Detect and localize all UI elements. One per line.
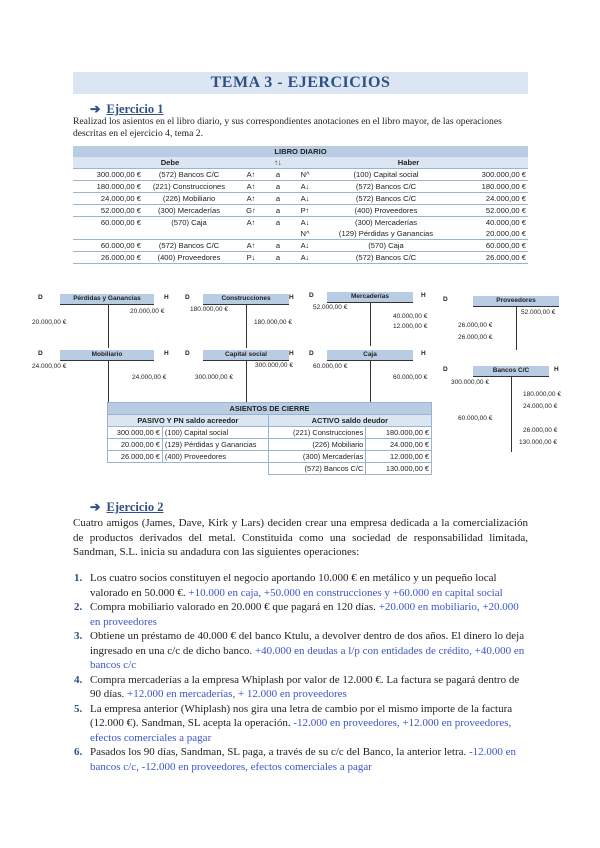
page-title: TEMA 3 - EJERCICIOS [73, 72, 528, 94]
table-row: 26.000,00 € (400) Proveedores P↓ a A↓ (572) Bancos C/C 26.000,00 € [73, 252, 528, 264]
t-account-capital-social: D H Capital social 300.000,00 € 300.000,00 € [185, 350, 325, 405]
debe-header: Debe [73, 157, 267, 169]
arrow-right-icon: ➔ [90, 500, 101, 514]
table-row: 52.000,00 € (300) Mercaderías G↑ a P↑ (400) Proveedores 52.000,00 € [73, 205, 528, 217]
table-row: 180.000,00 € (221) Construcciones A↑ a A↓ (572) Bancos C/C 180.000,00 € [73, 181, 528, 193]
t-account-mobiliario: D H Mobiliario 24.000,00 € 24.000,00 € [38, 350, 178, 405]
table-row: 26.000,00 € (400) Proveedores (300) Mercaderías 12.000,00 € [108, 451, 432, 463]
operations-list [74, 571, 530, 774]
cierre-title: ASIENTOS DE CIERRE [108, 403, 432, 415]
exercise-2-heading [90, 499, 164, 515]
table-row: 60.000,00 € (572) Bancos C/C A↑ a A↓ (570) Caja 60.000,00 € [73, 240, 528, 252]
list-item: 6. Pasados los 90 días, Sandman, SL paga, a través de su c/c del Banco, la anterior letra. -12.000 en bancos c/c, -12.000 en proveedores, efectos comerciales a pagar [74, 746, 517, 773]
t-account-mercaderias: D H Mercaderías 52.000,00 € 40.000,00 € 12.000,00 € [309, 292, 449, 347]
list-item: 1. Los cuatro socios constituyen el negocio aportando 10.000 € en metálico y un pequeño local valorado en 50.000 €. +10.000 en caja, +50.000 en construcciones y +60.000 en capital social [74, 572, 503, 599]
exercise-2-intro: Cuatro amigos (James, Dave, Kirk y Lars) deciden crear una empresa dedicada a la comercialización de productos derivados del metal. Constituida como una sociedad de responsabilidad limitada, Sandman, S.L. inicia su andadura con las siguientes operaciones: [73, 517, 528, 558]
list-item: 3. Obtiene un préstamo de 40.000 € del banco Ktulu, a devolver dentro de dos años. El dinero lo deja ingresado en una c/c de dicho banco. +40.000 en deudas a l/p con entidades de crédito, +40.000 en bancos c/c [74, 630, 525, 671]
exercise-1-title: Ejercicio 1 [106, 102, 164, 116]
list-item: 2. Compra mobiliario valorado en 20.000 € que pagará en 120 días. +20.000 en mobiliario, +20.000 en proveedores [74, 601, 519, 628]
exercise-1-heading [90, 101, 164, 117]
activo-header: ACTIVO saldo deudor [268, 415, 431, 427]
libro-diario-table [73, 146, 528, 264]
exercise-1-intro: Realizad los asientos en el libro diario, y sus correspondientes anotaciones en el libro mayor, de las operaciones descritas en el ejercicio 4, tema 2. [73, 116, 502, 139]
table-row: 300.000,00 € (100) Capital social (221) Construcciones 180.000,00 € [108, 427, 432, 439]
haber-header: Haber [289, 157, 528, 169]
table-row: (572) Bancos C/C 130.000,00 € [108, 463, 432, 475]
asientos-cierre-table [107, 402, 432, 475]
t-account-bancos-cc: D H Bancos C/C 300.000,00 € 180.000,00 € 24.000,00 € 60.000,00 € 26.000,00 € 130.000,00 € [443, 366, 563, 456]
t-account-proveedores: D Proveedores 52.000,00 € 26.000,00 € 26.000,00 € [443, 296, 583, 351]
list-item: 4. Compra mercaderías a la empresa Whiplash por valor de 12.000 €. La factura se pagará dentro de 90 días. +12.000 en mercaderías, + 12.000 en proveedores [74, 673, 520, 700]
arrow-right-icon: ➔ [90, 102, 101, 116]
table-row: 300.000,00 € (572) Bancos C/C A↑ a N^ (100) Capital social 300.000,00 € [73, 169, 528, 181]
t-account-perdidas-ganancias: D H Pérdidas y Ganancias 20.000,00 € 20.000,00 € [38, 294, 178, 349]
table-row: 24.000,00 € (226) Mobiliario A↑ a A↓ (572) Bancos C/C 24.000,00 € [73, 193, 528, 205]
t-account-construcciones: D H Construcciones 180.000,00 € 180.000,00 € [185, 294, 325, 349]
t-account-caja: D H Caja 60.000,00 € 60.000,00 € [309, 350, 449, 405]
pasivo-header: PASIVO Y PN saldo acreedor [108, 415, 269, 427]
exercise-2-title: Ejercicio 2 [106, 500, 164, 514]
list-item: 5. La empresa anterior (Whiplash) nos gira una letra de cambio por el mismo importe de la factura (12.000 €). Sandman, SL acepta la operación. -12.000 en proveedores, +12.000 en proveedores, efectos comerciales a pagar [74, 702, 513, 744]
arrows-header: ↑↓ [267, 157, 289, 169]
libro-diario-title: LIBRO DIARIO [73, 146, 528, 157]
table-row: 20.000,00 € (129) Pérdidas y Ganancias (226) Mobiliario 24.000,00 € [108, 439, 432, 451]
table-row: 60.000,00 € (570) Caja A↑ a A↓ (300) Mercaderías 40.000,00 € [100, 218, 526, 227]
table-row: N^ (129) Pérdidas y Ganancias 20.000,00 € [73, 228, 528, 240]
